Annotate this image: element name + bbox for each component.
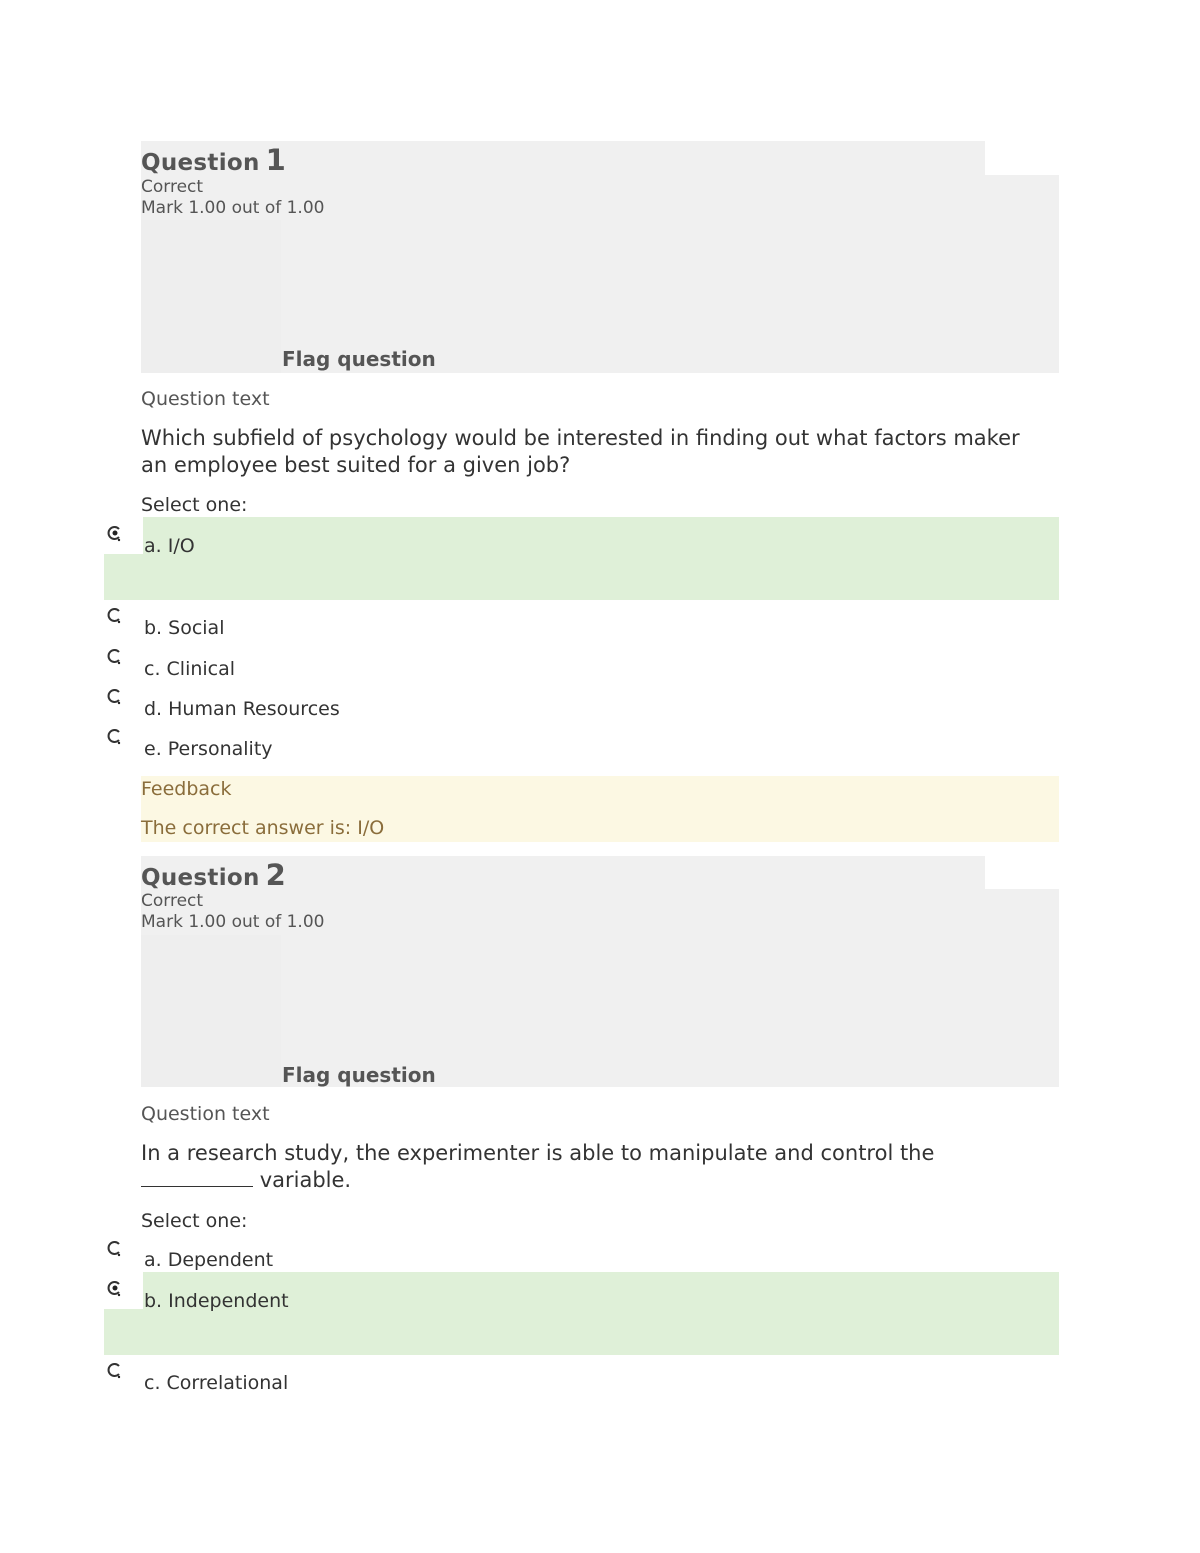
question-number: 1 bbox=[265, 143, 287, 177]
question-heading-label: Question bbox=[141, 150, 260, 176]
answer-option-b[interactable]: b. Social bbox=[144, 617, 225, 639]
question-1-heading bbox=[141, 143, 286, 177]
question-1-prompt: Select one: bbox=[141, 494, 248, 516]
question-1-state: Correct bbox=[141, 177, 204, 197]
question-1-grade: Mark 1.00 out of 1.00 bbox=[141, 198, 325, 218]
radio-q1-e[interactable] bbox=[106, 728, 124, 746]
answer-a-correct-highlight-lower bbox=[104, 554, 1059, 600]
answer-option-e[interactable]: e. Personality bbox=[144, 738, 273, 760]
flag-question-1-link[interactable]: Flag question bbox=[282, 347, 436, 371]
question-2-info-extension bbox=[985, 889, 1059, 1087]
radio-q2-a[interactable] bbox=[106, 1240, 124, 1258]
radio-q1-a[interactable] bbox=[106, 525, 124, 543]
question-2-text bbox=[141, 1140, 1021, 1194]
radio-q1-b[interactable] bbox=[106, 607, 124, 625]
question-2-text-label: Question text bbox=[141, 1103, 270, 1125]
question-2-prompt: Select one: bbox=[141, 1210, 248, 1232]
answer-option-a[interactable]: a. I/O bbox=[144, 535, 195, 557]
radio-q2-b[interactable] bbox=[106, 1280, 124, 1298]
question-heading-label: Question bbox=[141, 865, 260, 891]
answer-b-correct-highlight-lower bbox=[104, 1309, 1059, 1355]
question-2-text-after: variable. bbox=[259, 1168, 352, 1192]
question-1-text-label: Question text bbox=[141, 388, 270, 410]
answer-option-a[interactable]: a. Dependent bbox=[144, 1249, 274, 1271]
answer-option-c[interactable]: c. Clinical bbox=[144, 658, 236, 680]
radio-q1-c[interactable] bbox=[106, 648, 124, 666]
radio-q2-c[interactable] bbox=[106, 1362, 124, 1380]
question-2-text-before: In a research study, the experimenter is able to manipulate and control the bbox=[141, 1141, 935, 1165]
feedback-title: Feedback bbox=[141, 778, 232, 800]
question-2-info-lower bbox=[141, 935, 281, 1087]
answer-a-correct-highlight bbox=[143, 517, 1059, 554]
blank-line bbox=[141, 1168, 253, 1187]
answer-option-b[interactable]: b. Independent bbox=[144, 1290, 289, 1312]
question-1-text: Which subfield of psychology would be interested in finding out what factors maker an employee best suited for a given job? bbox=[141, 426, 1020, 477]
radio-q1-d[interactable] bbox=[106, 688, 124, 706]
question-2-heading bbox=[141, 858, 286, 892]
flag-question-2-link[interactable]: Flag question bbox=[282, 1063, 436, 1087]
answer-option-d[interactable]: d. Human Resources bbox=[144, 698, 340, 720]
question-2-grade: Mark 1.00 out of 1.00 bbox=[141, 912, 325, 932]
question-1-info-lower bbox=[141, 220, 281, 373]
question-number: 2 bbox=[265, 858, 287, 892]
feedback-correct-answer: The correct answer is: I/O bbox=[141, 817, 385, 839]
question-1-info-extension bbox=[985, 175, 1059, 373]
question-2-state: Correct bbox=[141, 891, 204, 911]
answer-option-c[interactable]: c. Correlational bbox=[144, 1372, 289, 1394]
